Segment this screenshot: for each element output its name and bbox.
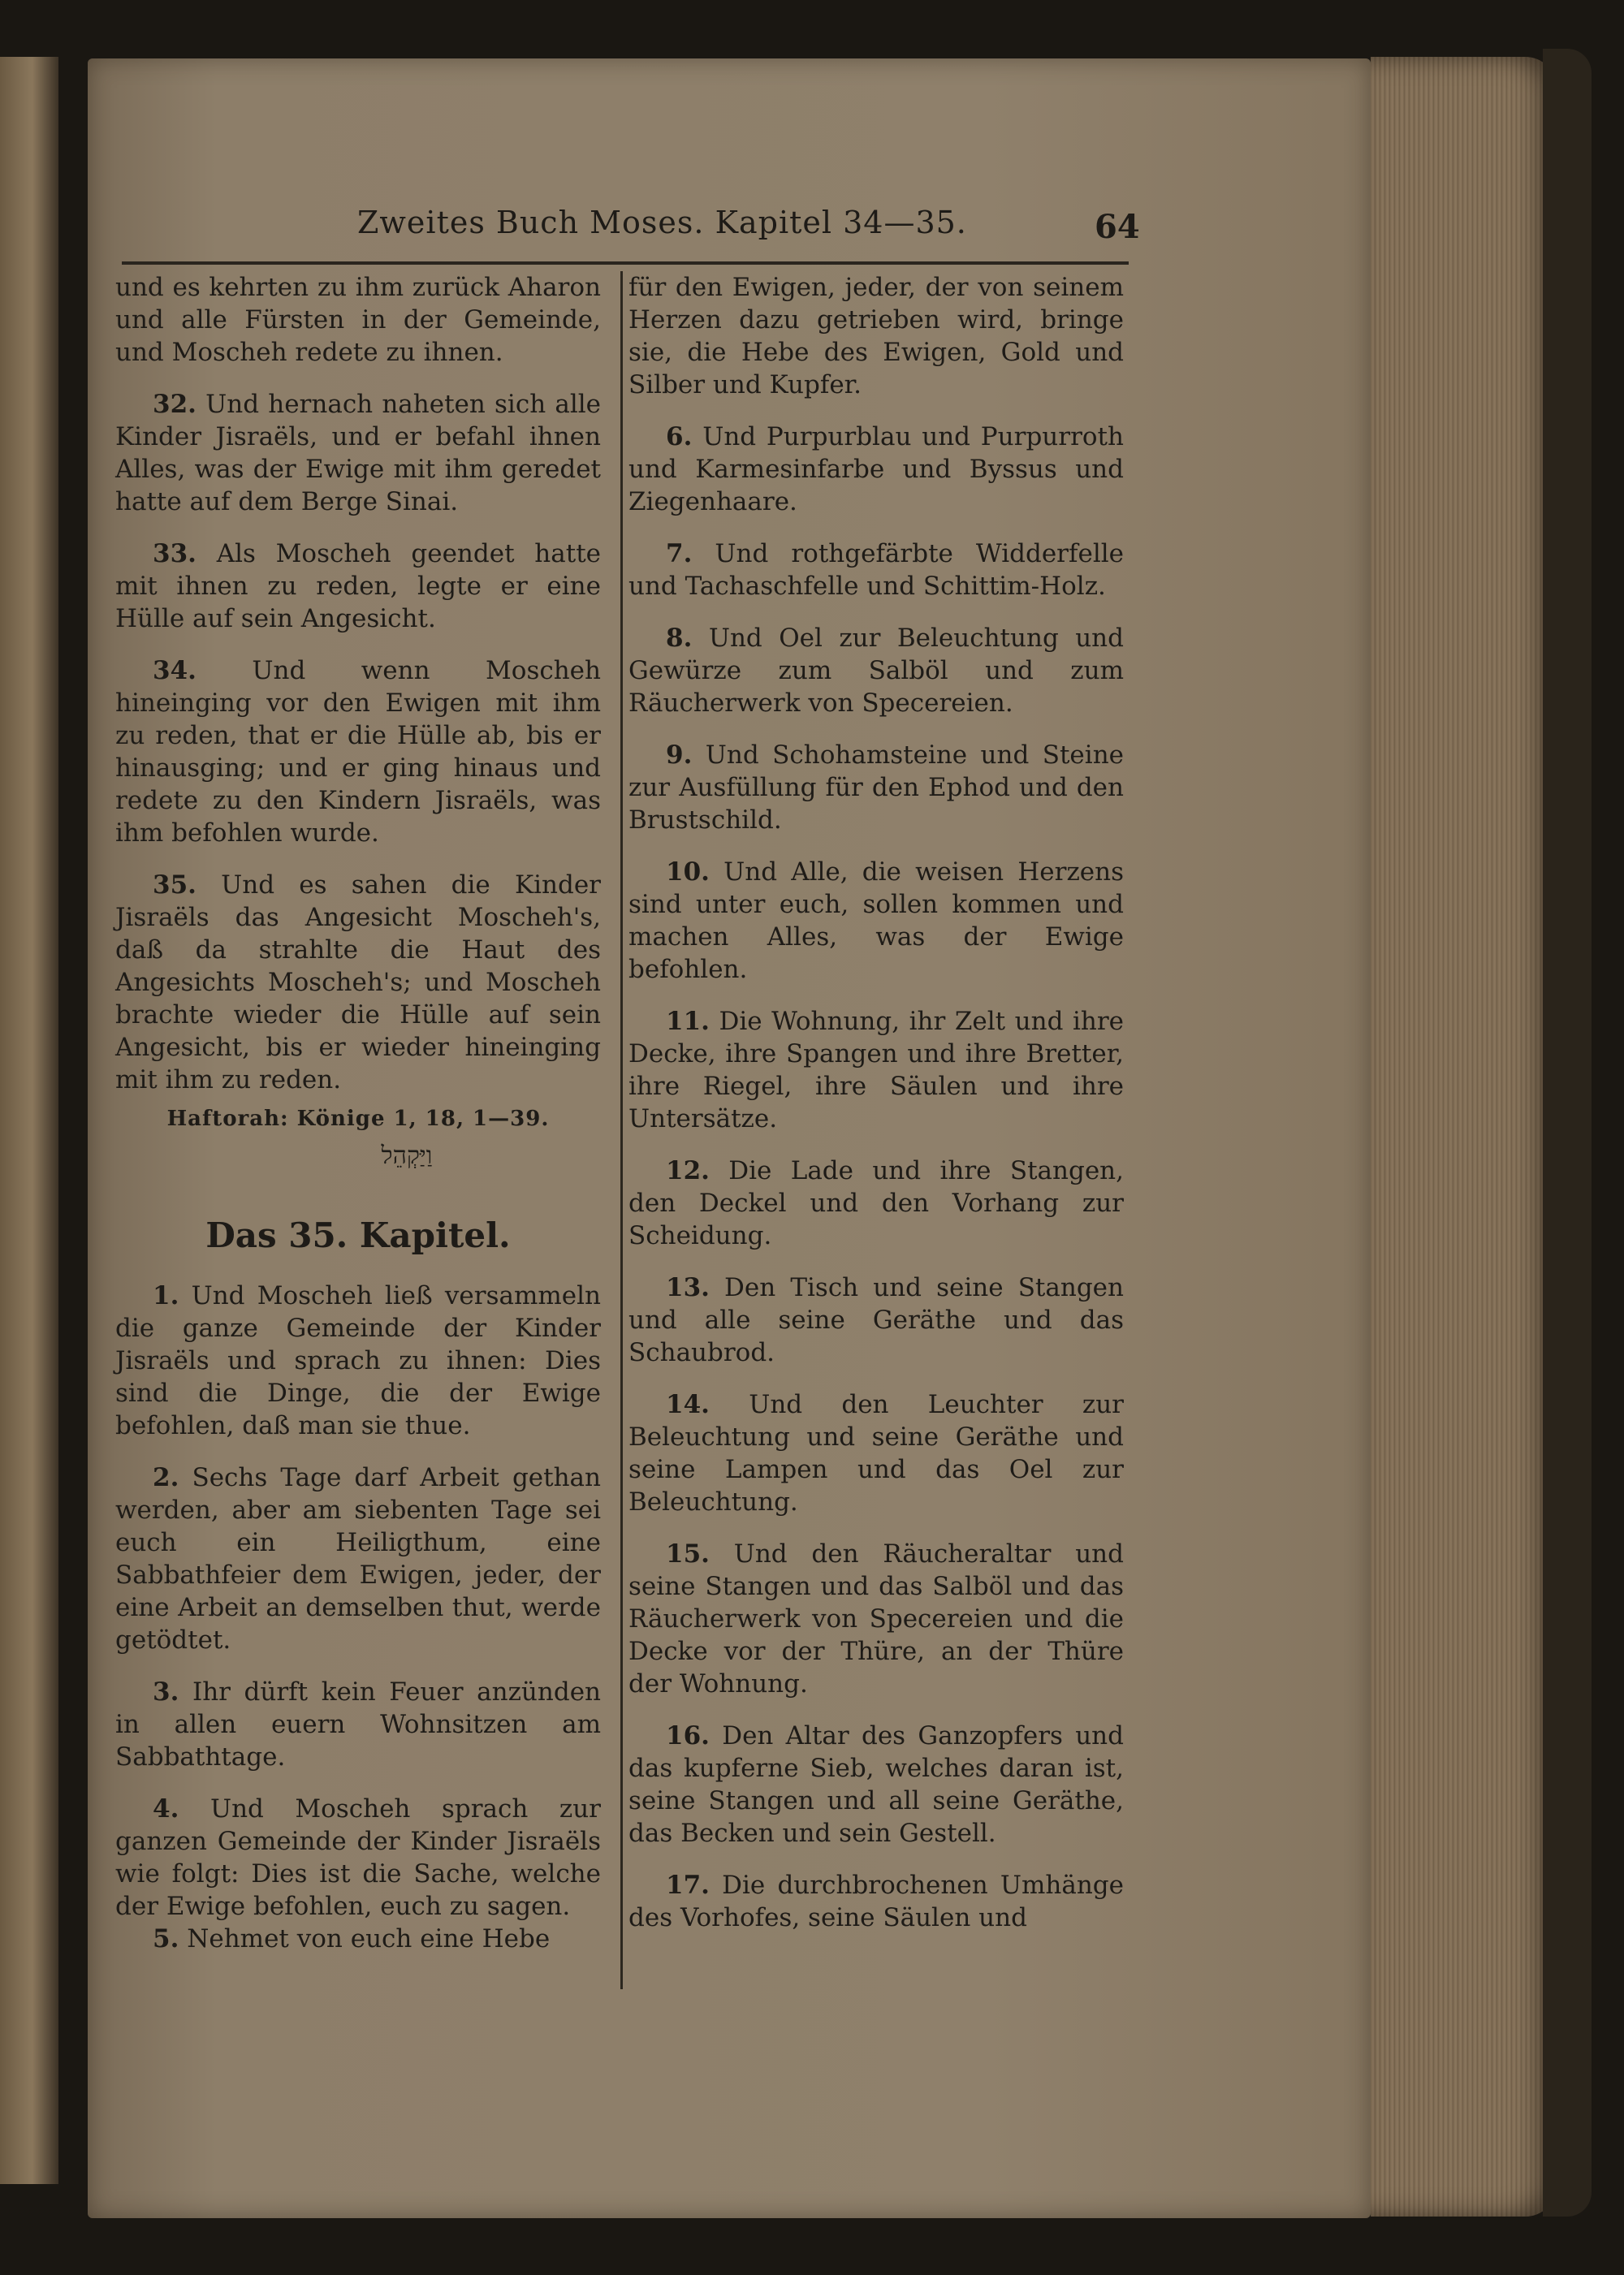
hebrew-portion-label: וַיַּקְהֵל	[381, 1142, 433, 1170]
running-title: Zweites Buch Moses. Kapitel 34—35.	[357, 205, 967, 240]
verse-paragraph: 6. Und Purpurblau und Purpurroth und Karmesinfarbe und Byssus und Ziegenhaare.	[628, 422, 1124, 516]
page-stack-edge	[1371, 57, 1557, 2217]
verse-paragraph: 10. Und Alle, die weisen Herzens sind unter euch, sollen kommen und machen Alles, was der Ewige befohlen.	[628, 857, 1124, 984]
verse-paragraph: 8. Und Oel zur Beleuchtung und Gewürze zum Salböl und zum Räucherwerk von Specereien.	[628, 624, 1124, 718]
verse-paragraph: 2. Sechs Tage darf Arbeit gethan werden, aber am siebenten Tage sei euch ein Heiligthum, eine Sabbathfeier dem Ewigen, jeder, der eine Arbeit an demselben thut, werde getödtet.	[115, 1463, 602, 1655]
verse-paragraph: 12. Die Lade und ihre Stangen, den Deckel und den Vorhang zur Scheidung.	[628, 1156, 1124, 1250]
verse-paragraph: 3. Ihr dürft kein Feuer anzünden in allen euern Wohnsitzen am Sabbathtage.	[115, 1677, 601, 1772]
verse-paragraph: 33. Als Moscheh geendet hatte mit ihnen zu reden, legte er eine Hülle auf sein Angesicht.	[115, 539, 601, 633]
verse-paragraph: 34. Und wenn Moscheh hineinging vor den Ewigen mit ihm zu reden, that er die Hülle ab, bis er hinausging; und er ging hinaus und redete zu den Kindern Jisraëls, was ihm befohlen wurde.	[115, 656, 601, 848]
haftorah-reference: Haftorah: Könige 1, 18, 1—39.	[166, 1107, 550, 1131]
verse-paragraph: 11. Die Wohnung, ihr Zelt und ihre Decke, ihre Spangen und ihre Bretter, ihre Riegel, ihre Säulen und ihre Untersätze.	[628, 1007, 1124, 1133]
verse-paragraph: für den Ewigen, jeder, der von seinem Herzen dazu getrieben wird, bringe sie, die Hebe des Ewigen, Gold und Silber und Kupfer.	[628, 273, 1124, 399]
chapter-title: Das 35. Kapitel.	[205, 1215, 511, 1255]
verse-paragraph: 1. Und Moscheh ließ versammeln die ganze Gemeinde der Kinder Jisraëls und sprach zu ihnen: Dies sind die Dinge, die der Ewige befohlen, daß man sie thue.	[115, 1281, 602, 1440]
header-rule	[122, 261, 1129, 265]
verse-paragraph: 32. Und hernach naheten sich alle Kinder Jisraëls, und er befahl ihnen Alles, was der Ewige mit ihm geredet hatte auf dem Berge Sinai.	[115, 390, 602, 516]
verse-paragraph: 4. Und Moscheh sprach zur ganzen Gemeinde der Kinder Jisraëls wie folgt: Dies ist die Sache, welche der Ewige befohlen, euch zu sagen.	[115, 1794, 601, 1921]
column-divider	[620, 271, 623, 1989]
verse-paragraph: 13. Den Tisch und seine Stangen und alle seine Geräthe und das Schaubrod.	[628, 1273, 1124, 1367]
book-cover-edge	[1543, 49, 1592, 2217]
adjacent-left-page	[0, 57, 58, 2184]
verse-paragraph: 35. Und es sahen die Kinder Jisraëls das Angesicht Moscheh's, daß da strahlte die Haut des Angesichts Moscheh's; und Moscheh brachte wieder die Hülle auf sein Angesicht, bis er wieder hineinging mit ihm zu reden.	[115, 870, 601, 1094]
verse-paragraph: 7. Und rothgefärbte Widderfelle und Tachaschfelle und Schittim-Holz.	[628, 539, 1124, 601]
verse-paragraph: und es kehrten zu ihm zurück Aharon und alle Fürsten in der Gemeinde, und Moscheh redete zu ihnen.	[115, 273, 601, 367]
verse-paragraph: 15. Und den Räucheraltar und seine Stangen und das Salböl und das Räucherwerk von Specereien und die Decke vor der Thüre, an der Thüre der Wohnung.	[628, 1539, 1124, 1699]
verse-paragraph: 14. Und den Leuchter zur Beleuchtung und seine Geräthe und seine Lampen und das Oel zur Beleuchtung.	[628, 1390, 1124, 1517]
page-number: 64	[1095, 208, 1140, 246]
verse-paragraph: 5. Nehmet von euch eine Hebe	[153, 1924, 551, 1953]
verse-paragraph: 17. Die durchbrochenen Umhänge des Vorhofes, seine Säulen und	[628, 1871, 1124, 1932]
verse-paragraph: 9. Und Schohamsteine und Steine zur Ausfüllung für den Ephod und den Brustschild.	[628, 740, 1125, 835]
right-column	[628, 271, 1124, 1934]
verse-paragraph: 16. Den Altar des Ganzopfers und das kupferne Sieb, welches daran ist, seine Stangen und all seine Geräthe, das Becken und sein Gestell.	[628, 1721, 1124, 1848]
left-column	[115, 271, 601, 1955]
